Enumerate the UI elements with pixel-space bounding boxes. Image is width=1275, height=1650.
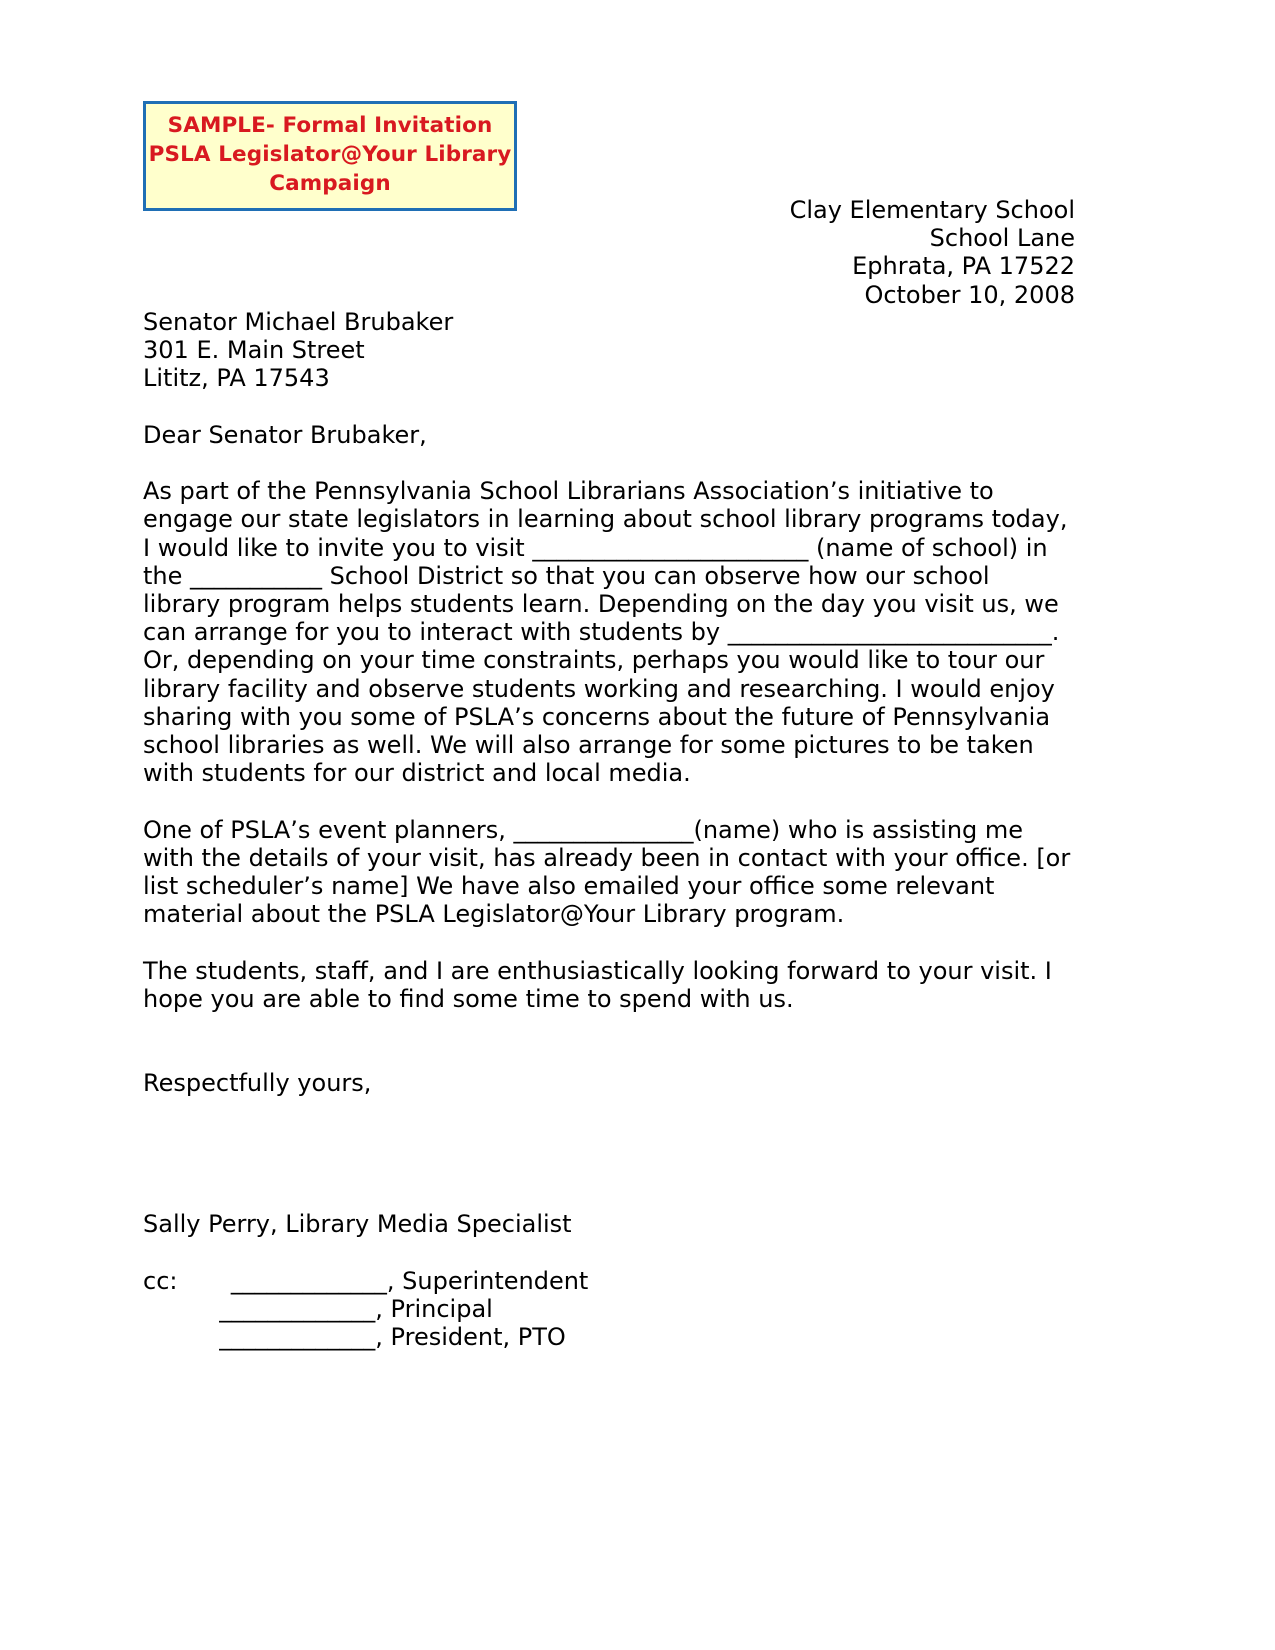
spacer bbox=[143, 787, 1073, 815]
recipient-city-state-zip: Lititz, PA 17543 bbox=[143, 364, 330, 393]
sender-street: School Lane bbox=[929, 224, 1075, 253]
sample-banner bbox=[143, 101, 517, 211]
sender-school-name: Clay Elementary School bbox=[789, 196, 1075, 224]
spacer bbox=[143, 1239, 1073, 1267]
banner-line-3: Campaign bbox=[269, 170, 391, 196]
recipient-address-block bbox=[143, 308, 1073, 393]
cc-label: cc: bbox=[143, 1266, 178, 1295]
spacer bbox=[143, 393, 1073, 421]
sender-city-state-zip: Ephrata, PA 17522 bbox=[852, 252, 1075, 281]
cc-block bbox=[143, 1267, 1073, 1352]
spacer bbox=[143, 1154, 1073, 1182]
banner-line-2: PSLA Legislator@Your Library bbox=[148, 141, 512, 167]
signature-line: Sally Perry, Library Media Specialist bbox=[143, 1210, 572, 1239]
spacer bbox=[143, 1013, 1073, 1041]
recipient-street: 301 E. Main Street bbox=[143, 336, 365, 365]
cc-row-principal: _____________, Principal bbox=[143, 1294, 493, 1323]
body-paragraph-2: One of PSLA’s event planners, _______________(name) who is assisting me with the details of your visit, has already been in contact with your office. [or list scheduler’s name] We have also emailed your office some relevant material about the PSLA Legislator@Your Library program. bbox=[143, 815, 1071, 929]
body-paragraph-3: The students, staff, and I are enthusiastically looking forward to your visit. I hope you are able to find some time to spend with us. bbox=[143, 956, 1052, 1013]
spacer bbox=[143, 1041, 1073, 1069]
spacer bbox=[143, 449, 1073, 477]
spacer bbox=[143, 928, 1073, 956]
closing-line: Respectfully yours, bbox=[143, 1069, 372, 1098]
spacer bbox=[143, 1098, 1073, 1126]
salutation: Dear Senator Brubaker, bbox=[143, 420, 427, 449]
cc-entry-1: _____________, Superintendent bbox=[177, 1266, 589, 1295]
cc-row-superintendent bbox=[143, 1267, 1073, 1295]
letter-body bbox=[143, 308, 1073, 1351]
recipient-name: Senator Michael Brubaker bbox=[143, 308, 454, 336]
banner-line-1: SAMPLE- Formal Invitation bbox=[167, 112, 493, 138]
letter-date: October 10, 2008 bbox=[864, 280, 1075, 309]
sender-address-block bbox=[790, 196, 1075, 309]
spacer bbox=[143, 1126, 1073, 1154]
body-paragraph-1: As part of the Pennsylvania School Librarians Association’s initiative to engage our state legislators in learning about school library programs today, I would like to invite you to visit _______________________ (name of school) in the ___________ School District so that you can observe how our school library program helps students learn. Depending on the day you visit us, we can arrange for you to interact with students by ___________________________. Or, depending on your time constraints, perhaps you would like to tour our library facility and observe students working and researching. I would enjoy sharing with you some of PSLA’s concerns about the future of Pennsylvania school libraries as well. We will also arrange for some pictures to be taken with students for our district and local media. bbox=[143, 477, 1068, 788]
spacer bbox=[143, 1182, 1073, 1210]
cc-row-pto-president: _____________, President, PTO bbox=[143, 1323, 566, 1352]
